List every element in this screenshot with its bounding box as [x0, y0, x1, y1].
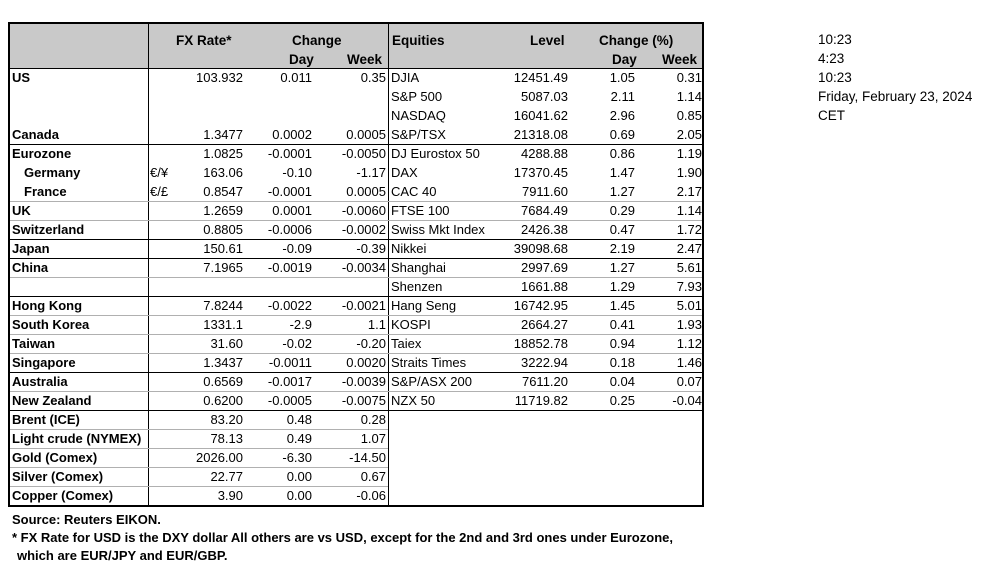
- fx-rate-value: 0.8547: [203, 184, 243, 199]
- equity-week-change: 2.47: [676, 241, 702, 256]
- fx-rate-value: 3.90: [217, 488, 243, 503]
- equity-week-change: 1.72: [676, 222, 702, 237]
- equity-day-change: 0.47: [609, 222, 635, 237]
- time-2: 4:23: [818, 51, 845, 66]
- equity-day-change: 1.47: [609, 165, 635, 180]
- fx-footnote-line2: which are EUR/JPY and EUR/GBP.: [17, 548, 228, 563]
- fx-rate-value: 150.61: [203, 241, 243, 256]
- fx-week-change: -0.20: [356, 336, 386, 351]
- header-equities: Equities: [392, 33, 445, 48]
- header-week: Week: [347, 52, 383, 67]
- fx-day-change: 0.49: [286, 431, 312, 446]
- equity-day-change: 1.27: [609, 184, 635, 199]
- equity-index-name: DAX: [391, 165, 418, 180]
- fx-week-change: -0.0002: [341, 222, 386, 237]
- fx-row-label: China: [12, 260, 49, 275]
- equity-week-change: 0.85: [676, 108, 702, 123]
- fx-row-label: UK: [12, 203, 31, 218]
- fx-row-label: Brent (ICE): [12, 412, 80, 427]
- fx-cross-symbol: €/¥: [150, 165, 169, 180]
- equity-level: 17370.45: [513, 165, 568, 180]
- equity-index-name: S&P/ASX 200: [391, 374, 472, 389]
- fx-row-label: Germany: [24, 165, 81, 180]
- equity-week-change: 2.17: [676, 184, 702, 199]
- equity-day-change: 0.41: [609, 317, 635, 332]
- equity-index-name: Shenzen: [391, 279, 443, 294]
- date-label: Friday, February 23, 2024: [818, 89, 973, 104]
- fx-day-change: [250, 277, 312, 296]
- column-divider: [388, 24, 389, 505]
- header-eq-day: Day: [612, 52, 637, 67]
- equity-week-change: 1.14: [676, 89, 702, 104]
- equity-index-name: Swiss Mkt Index: [391, 222, 485, 237]
- fx-rate-value: 31.60: [210, 336, 243, 351]
- equity-level: 21318.08: [513, 127, 568, 142]
- fx-rate-value: 78.13: [210, 431, 243, 446]
- equity-day-change: 0.29: [609, 203, 635, 218]
- fx-rate-value: 2026.00: [196, 450, 243, 465]
- equity-index-name: DJ Eurostox 50: [391, 146, 480, 161]
- equity-level: 16742.95: [513, 298, 568, 313]
- fx-row-label: Australia: [12, 374, 68, 389]
- equity-day-change: 1.05: [609, 70, 635, 85]
- fx-week-change: -0.0021: [341, 298, 386, 313]
- fx-rate-value: 1.3477: [203, 127, 243, 142]
- fx-rate-value: 22.77: [210, 469, 243, 484]
- fx-day-change: -0.0001: [267, 184, 312, 199]
- equity-week-change: 0.31: [676, 70, 702, 85]
- fx-week-change: -0.0034: [341, 260, 386, 275]
- equity-week-change: 1.14: [676, 203, 702, 218]
- fx-rate-value: 1.0825: [203, 146, 243, 161]
- equity-level: 3222.94: [521, 355, 568, 370]
- fx-day-change: -0.0017: [267, 374, 312, 389]
- equity-index-name: KOSPI: [391, 317, 431, 332]
- equity-day-change: 1.29: [609, 279, 635, 294]
- fx-day-change: [250, 87, 312, 106]
- header-change-pct: Change (%): [599, 33, 674, 48]
- fx-day-change: -2.9: [289, 317, 312, 332]
- source-note: Source: Reuters EIKON.: [12, 512, 161, 527]
- fx-day-change: -0.09: [282, 241, 312, 256]
- equity-day-change: 0.25: [609, 393, 635, 408]
- equity-level: 2664.27: [521, 317, 568, 332]
- fx-week-change: -14.50: [349, 450, 386, 465]
- fx-day-change: 0.0001: [272, 203, 312, 218]
- fx-row-label: Japan: [12, 241, 50, 256]
- fx-day-change: 0.011: [280, 70, 312, 85]
- fx-rate-value: 103.932: [196, 70, 243, 85]
- fx-row-label: New Zealand: [12, 393, 92, 408]
- equity-level: 12451.49: [513, 70, 568, 85]
- fx-rate-value: 0.6569: [203, 374, 243, 389]
- fx-day-change: -0.0019: [267, 260, 312, 275]
- equity-day-change: 0.86: [609, 146, 635, 161]
- equity-level: 16041.62: [513, 108, 568, 123]
- fx-row-label: US: [12, 70, 31, 85]
- fx-row-label: South Korea: [12, 317, 90, 332]
- equity-level: 2997.69: [521, 260, 568, 275]
- fx-rate-value: 163.06: [203, 165, 243, 180]
- fx-row-label: Taiwan: [12, 336, 56, 351]
- equity-day-change: 2.96: [609, 108, 635, 123]
- fx-week-change: [320, 106, 386, 125]
- equity-index-name: Shanghai: [391, 260, 446, 275]
- equity-level: 1661.88: [521, 279, 568, 294]
- fx-week-change: -0.0039: [341, 374, 386, 389]
- header-level: Level: [530, 33, 565, 48]
- fx-rate-value: [160, 87, 243, 106]
- equity-level: 18852.78: [513, 336, 568, 351]
- fx-day-change: -0.0011: [268, 355, 312, 370]
- fx-row-label: Light crude (NYMEX): [12, 431, 142, 446]
- equity-level: 7611.20: [521, 374, 568, 389]
- fx-row-label: Singapore: [12, 355, 76, 370]
- fx-row-label: Copper (Comex): [12, 488, 114, 503]
- header-eq-week: Week: [662, 52, 698, 67]
- fx-row-label: Canada: [12, 127, 59, 142]
- fx-rate-value: 0.6200: [203, 393, 243, 408]
- equity-day-change: 0.04: [609, 374, 635, 389]
- equity-week-change: 2.05: [676, 127, 702, 142]
- fx-rate-value: 83.20: [210, 412, 243, 427]
- fx-day-change: [250, 106, 312, 125]
- equity-week-change: -0.04: [672, 393, 702, 408]
- equity-week-change: 7.93: [676, 279, 702, 294]
- fx-week-change: [320, 277, 386, 296]
- equity-day-change: 1.45: [609, 298, 635, 313]
- fx-day-change: -0.02: [282, 336, 312, 351]
- fx-week-change: -0.0060: [341, 203, 386, 218]
- fx-cross-symbol: €/£: [150, 184, 169, 199]
- fx-day-change: -0.10: [282, 165, 312, 180]
- fx-week-change: [320, 87, 386, 106]
- column-divider: [148, 24, 149, 505]
- time-1: 10:23: [818, 32, 852, 47]
- fx-row-label: Gold (Comex): [12, 450, 98, 465]
- equity-week-change: 1.12: [676, 336, 702, 351]
- fx-week-change: -0.0075: [341, 393, 386, 408]
- equity-day-change: 0.94: [609, 336, 635, 351]
- timezone-label: CET: [818, 108, 845, 123]
- header-fx-rate: FX Rate*: [176, 33, 232, 48]
- equity-index-name: Straits Times: [391, 355, 467, 370]
- equity-index-name: CAC 40: [391, 184, 437, 199]
- header-change: Change: [292, 33, 342, 48]
- equity-week-change: 5.61: [676, 260, 702, 275]
- fx-week-change: 0.28: [360, 412, 386, 427]
- equity-week-change: 5.01: [676, 298, 702, 313]
- equity-level: 4288.88: [521, 146, 568, 161]
- fx-rate-value: 1.3437: [203, 355, 243, 370]
- equity-day-change: 1.27: [609, 260, 635, 275]
- fx-day-change: -6.30: [282, 450, 312, 465]
- fx-week-change: -0.39: [356, 241, 386, 256]
- fx-day-change: -0.0005: [267, 393, 312, 408]
- equity-index-name: DJIA: [391, 70, 420, 85]
- equity-level: 2426.38: [521, 222, 568, 237]
- equity-day-change: 2.11: [610, 89, 635, 104]
- equity-level: 7684.49: [521, 203, 568, 218]
- fx-row-label: France: [24, 184, 67, 199]
- fx-day-change: 0.00: [286, 488, 312, 503]
- equity-level: 39098.68: [513, 241, 568, 256]
- time-3: 10:23: [818, 70, 852, 85]
- fx-week-change: 0.0020: [346, 355, 386, 370]
- fx-day-change: -0.0006: [267, 222, 312, 237]
- fx-rate-value: 0.8805: [203, 222, 243, 237]
- equity-week-change: 1.93: [676, 317, 702, 332]
- fx-week-change: -0.06: [356, 488, 386, 503]
- fx-row-label: Eurozone: [12, 146, 72, 161]
- fx-rate-value: 7.1965: [203, 260, 243, 275]
- fx-rate-value: 1331.1: [203, 317, 243, 332]
- fx-week-change: 0.0005: [346, 184, 386, 199]
- equity-index-name: S&P 500: [391, 89, 443, 104]
- fx-rate-value: [160, 106, 243, 125]
- fx-row-label: Switzerland: [12, 222, 85, 237]
- equity-week-change: 0.07: [676, 374, 702, 389]
- fx-day-change: 0.0002: [272, 127, 312, 142]
- equity-index-name: NZX 50: [391, 393, 436, 408]
- fx-week-change: 0.35: [360, 70, 386, 85]
- fx-week-change: 1.1: [367, 317, 386, 332]
- fx-week-change: 0.0005: [346, 127, 386, 142]
- equity-index-name: Nikkei: [391, 241, 427, 256]
- equity-level: 11719.82: [514, 393, 568, 408]
- equity-level: 7911.60: [521, 184, 568, 199]
- equity-level: 5087.03: [521, 89, 568, 104]
- header-day: Day: [289, 52, 314, 67]
- equity-day-change: 2.19: [609, 241, 635, 256]
- equity-week-change: 1.46: [676, 355, 702, 370]
- fx-week-change: -0.0050: [341, 146, 386, 161]
- equity-week-change: 1.19: [676, 146, 702, 161]
- fx-day-change: -0.0001: [267, 146, 312, 161]
- equity-day-change: 0.69: [609, 127, 635, 142]
- fx-week-change: -1.17: [356, 165, 386, 180]
- fx-rate-value: 1.2659: [203, 203, 243, 218]
- equity-index-name: Taiex: [391, 336, 422, 351]
- fx-rate-value: 7.8244: [203, 298, 243, 313]
- fx-day-change: -0.0022: [267, 298, 312, 313]
- equity-day-change: 0.18: [609, 355, 635, 370]
- market-data-table: [8, 22, 704, 507]
- equity-index-name: S&P/TSX: [391, 127, 446, 142]
- fx-row-label: Hong Kong: [12, 298, 83, 313]
- fx-week-change: 0.67: [360, 469, 386, 484]
- fx-day-change: 0.48: [286, 412, 312, 427]
- equity-week-change: 1.90: [676, 165, 702, 180]
- fx-day-change: 0.00: [286, 469, 312, 484]
- equity-index-name: Hang Seng: [391, 298, 457, 313]
- fx-footnote-line1: * FX Rate for USD is the DXY dollar All others are vs USD, except for the 2nd and 3rd ones under Eurozone,: [12, 530, 673, 545]
- fx-row-label: Silver (Comex): [12, 469, 104, 484]
- fx-rate-value: [160, 277, 243, 296]
- equity-index-name: FTSE 100: [391, 203, 450, 218]
- fx-week-change: 1.07: [360, 431, 386, 446]
- equity-index-name: NASDAQ: [391, 108, 446, 123]
